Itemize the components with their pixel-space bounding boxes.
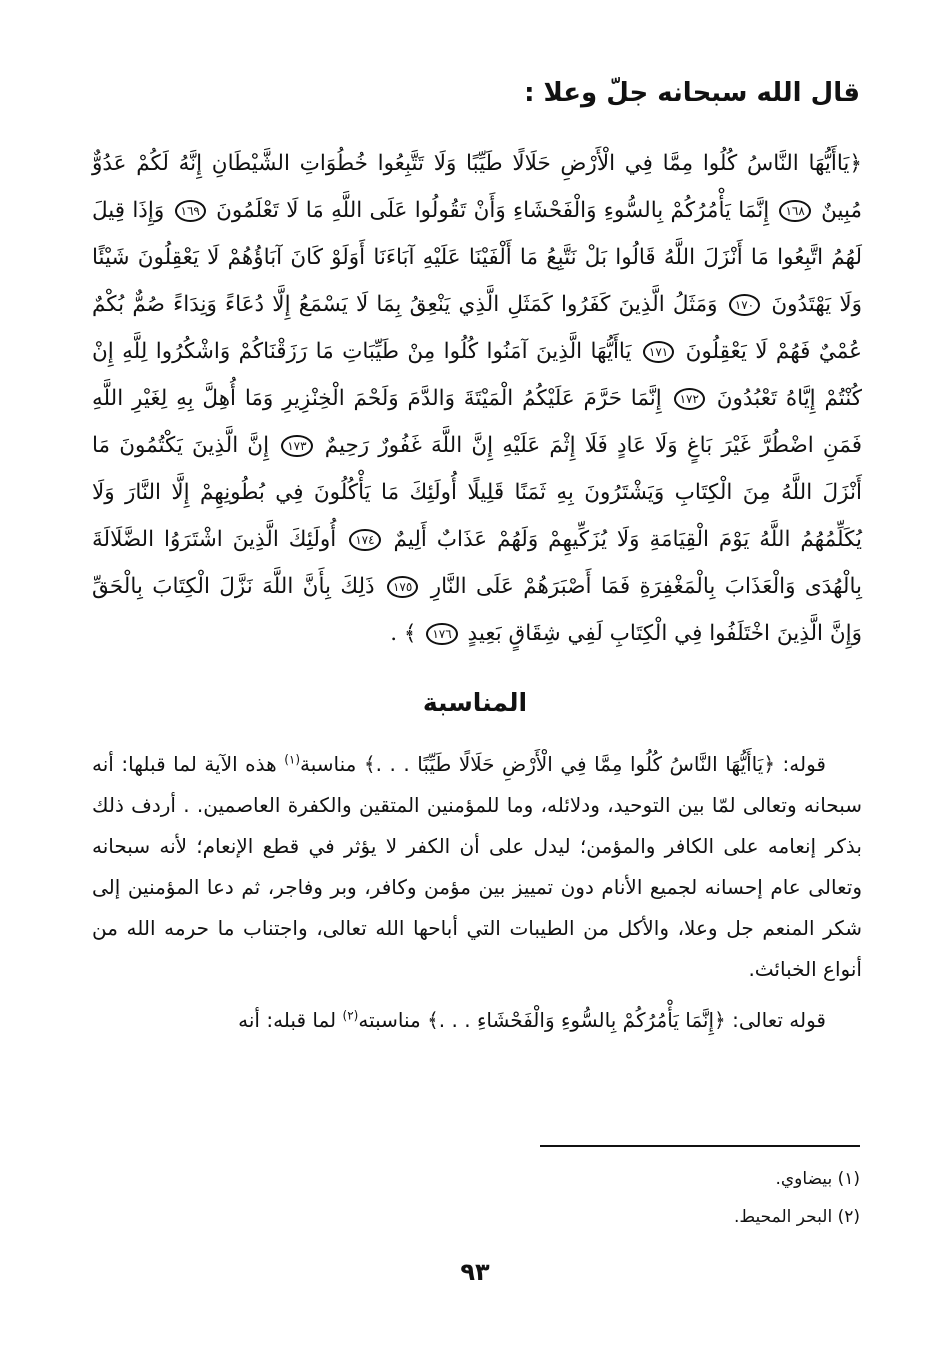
paragraph-lead: قوله: ﴿يَاأَيُّهَا النَّاسُ كُلُوا مِمَّا فِي الْأَرْضِ حَلَالًا طَيِّبًا . . .﴾ مناسبة xyxy=(300,752,826,776)
quran-passage xyxy=(92,140,862,657)
footnote-ref: (٢) xyxy=(342,1008,359,1023)
verse-text: إِنَّمَا حَرَّمَ عَلَيْكُمُ الْمَيْتَةَ وَالدَّمَ وَلَحْمَ الْخِنْزِيرِ وَمَا أُهِلَّ بِهِ لِغَيْرِ اللَّهِ فَمَنِ اضْطُرَّ غَيْرَ بَاغٍ وَلَا عَادٍ فَلَا إِثْمَ عَلَيْهِ إِنَّ اللَّهَ غَفُورٌ رَحِيمٌ xyxy=(92,386,862,458)
verse-text: وَإِذَا قِيلَ لَهُمُ اتَّبِعُوا مَا أَنْزَلَ اللَّهُ قَالُوا بَلْ نَتَّبِعُ مَا أَلْفَيْنَا عَلَيْهِ آبَاءَنَا أَوَلَوْ كَانَ آبَاؤُهُمْ لَا يَعْقِلُونَ شَيْئًا وَلَا يَهْتَدُونَ xyxy=(92,198,862,317)
paragraph-text: لما قبله: أنه xyxy=(238,1008,343,1032)
commentary-paragraph xyxy=(92,1000,862,1041)
ayah-number-175: ١٧٥ xyxy=(387,576,418,598)
paragraph-text: هذه الآية لما قبلها: أنه سبحانه وتعالى لمّا بين التوحيد، ودلائله، وما للمؤمنين المتقين والكفرة العاصمين. . أردف ذلك بذكر إنعامه على الكافر والمؤمن؛ ليدل على أن الكفر لا يؤثر في قطع الإنعام؛ لأنه سبحانه وتعالى عام إحسانه لجميع الأنام دون تمييز بين مؤمن وكافر، وبر وفاجر، ثم دعا المؤمنين إلى شكر المنعم جل وعلا، والأكل من الطيبات التي أباحها الله تعالى، واجتناب ما حرمه الله من أنواع الخبائث. xyxy=(92,752,862,981)
verse-text: ذَلِكَ بِأَنَّ اللَّهَ نَزَّلَ الْكِتَابَ بِالْحَقِّ وَإِنَّ الَّذِينَ اخْتَلَفُوا فِي الْكِتَابِ لَفِي شِقَاقٍ بَعِيدٍ xyxy=(92,574,862,646)
section-title: المناسبة xyxy=(422,688,528,717)
ayah-number-172: ١٧٢ xyxy=(674,388,705,410)
footnote-ref: (١) xyxy=(284,752,301,767)
quote-end: ﴾ . xyxy=(390,621,417,646)
verse-text: وَمَثَلُ الَّذِينَ كَفَرُوا كَمَثَلِ الَّذِي يَنْعِقُ بِمَا لَا يَسْمَعُ إِلَّا دُعَاءً وَنِدَاءً صُمٌّ بُكْمٌ عُمْيٌ فَهُمْ لَا يَعْقِلُونَ xyxy=(92,292,863,364)
ayah-number-170: ١٧٠ xyxy=(729,294,760,316)
ayah-number-176: ١٧٦ xyxy=(426,623,457,645)
footnote-2: (٢) البحر المحيط. xyxy=(734,1207,860,1227)
ayah-number-174: ١٧٤ xyxy=(349,529,380,551)
ayah-number-171: ١٧١ xyxy=(643,341,674,363)
section-heading: قال الله سبحانه جلّ وعلا : xyxy=(524,78,860,108)
paragraph-lead: قوله تعالى: ﴿إِنَّمَا يَأْمُرُكُمْ بِالسُّوءِ وَالْفَحْشَاءِ . . .﴾ مناسبته xyxy=(358,1008,826,1032)
commentary-body xyxy=(92,744,862,1041)
verse-text: يَاأَيُّهَا الَّذِينَ آمَنُوا كُلُوا مِنْ طَيِّبَاتِ مَا رَزَقْنَاكُمْ وَاشْكُرُوا لِلَّهِ إِنْ كُنْتُمْ إِيَّاهُ تَعْبُدُونَ xyxy=(92,339,862,411)
verse-text: إِنَّ الَّذِينَ يَكْتُمُونَ مَا أَنْزَلَ اللَّهُ مِنَ الْكِتَابِ وَيَشْتَرُونَ بِهِ ثَمَنًا قَلِيلًا أُولَئِكَ مَا يَأْكُلُونَ فِي بُطُونِهِمْ إِلَّا النَّارَ وَلَا يُكَلِّمُهُمُ اللَّهُ يَوْمَ الْقِيَامَةِ وَلَا يُزَكِّيهِمْ وَلَهُمْ عَذَابٌ أَلِيمٌ xyxy=(92,433,862,552)
commentary-paragraph xyxy=(92,744,862,990)
page-number: ٩٣ xyxy=(460,1258,490,1286)
footnote-divider xyxy=(540,1145,860,1147)
ayah-number-168: ١٦٨ xyxy=(779,200,810,222)
verse-text: أُولَئِكَ الَّذِينَ اشْتَرَوُا الضَّلَالَةَ بِالْهُدَى وَالْعَذَابَ بِالْمَغْفِرَةِ فَمَا أَصْبَرَهُمْ عَلَى النَّارِ xyxy=(92,527,862,599)
verse-text: ﴿يَاأَيُّهَا النَّاسُ كُلُوا مِمَّا فِي الْأَرْضِ حَلَالًا طَيِّبًا وَلَا تَتَّبِعُوا خُطُوَاتِ الشَّيْطَانِ إِنَّهُ لَكُمْ عَدُوٌّ مُبِينٌ xyxy=(92,151,862,223)
footnotes xyxy=(734,1160,860,1236)
footnote-1: (١) بيضاوي. xyxy=(775,1169,860,1189)
ayah-number-173: ١٧٣ xyxy=(281,435,312,457)
ayah-number-169: ١٦٩ xyxy=(175,200,206,222)
verse-text: إِنَّمَا يَأْمُرُكُمْ بِالسُّوءِ وَالْفَحْشَاءِ وَأَنْ تَقُولُوا عَلَى اللَّهِ مَا لَا تَعْلَمُونَ xyxy=(216,198,770,223)
